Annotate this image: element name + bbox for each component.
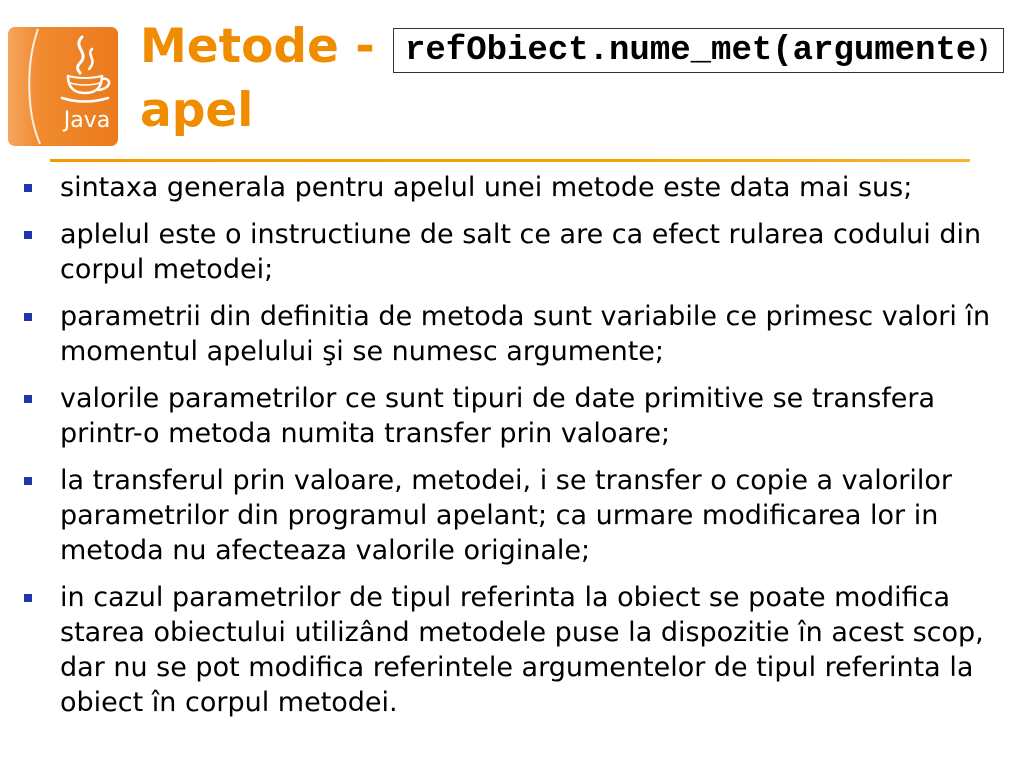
bullet-text-line: metoda nu afecteaza valorile originale;	[60, 535, 591, 566]
bullet-text-line: valorile parametrilor ce sunt tipuri de date primitive se transfera	[60, 383, 936, 414]
bullet-square-icon	[24, 231, 32, 239]
bullet-text-line: dar nu se pot modifica referintele argumentelor de tipul referinta la	[60, 652, 974, 683]
bullet-text-line: printr-o metoda numita transfer prin valoare;	[60, 418, 671, 449]
bullet-item	[0, 299, 1024, 369]
bullet-square-icon	[24, 594, 32, 602]
title-divider	[50, 159, 970, 162]
bullet-list	[0, 170, 1024, 720]
bullet-item	[0, 580, 1024, 720]
bullet-text-line: starea obiectului utilizând metodele puse la dispozitie în acest scop,	[60, 617, 984, 648]
bullet-item	[0, 381, 1024, 451]
slide-title	[140, 15, 375, 143]
bullet-square-icon	[24, 313, 32, 321]
syntax-code-box	[393, 28, 1004, 73]
bullet-item	[0, 463, 1024, 568]
java-logo	[8, 27, 118, 146]
bullet-square-icon	[24, 395, 32, 403]
bullet-item	[0, 217, 1024, 287]
slide-title-line-2: apel	[140, 83, 254, 138]
bullet-text-line: momentul apelului şi se numesc argumente;	[60, 336, 665, 367]
bullet-text-line: corpul metodei;	[60, 254, 274, 285]
syntax-code-text: refObiect.nume_met(argumente	[405, 31, 977, 70]
bullet-text-line: la transferul prin valoare, metodei, i se transfer o copie a valorilor	[60, 465, 952, 496]
slide-title-line-1: Metode -	[140, 19, 375, 74]
syntax-code-close-paren: )	[976, 36, 991, 64]
bullet-text-line: obiect în corpul metodei.	[60, 687, 398, 718]
java-logo-text: Java	[63, 108, 111, 133]
bullet-item	[0, 170, 1024, 205]
bullet-text-line: aplelul este o instructiune de salt ce are ca efect rularea codului din	[60, 219, 982, 250]
bullet-text-line: parametrilor din programul apelant; ca urmare modificarea lor in	[60, 500, 939, 531]
bullet-square-icon	[24, 477, 32, 485]
bullet-square-icon	[24, 184, 32, 192]
bullet-text-line: in cazul parametrilor de tipul referinta la obiect se poate modifica	[60, 582, 951, 613]
bullet-text-line: parametrii din definitia de metoda sunt variabile ce primesc valori în	[60, 301, 991, 332]
bullet-text-line: sintaxa generala pentru apelul unei metode este data mai sus;	[60, 172, 913, 203]
